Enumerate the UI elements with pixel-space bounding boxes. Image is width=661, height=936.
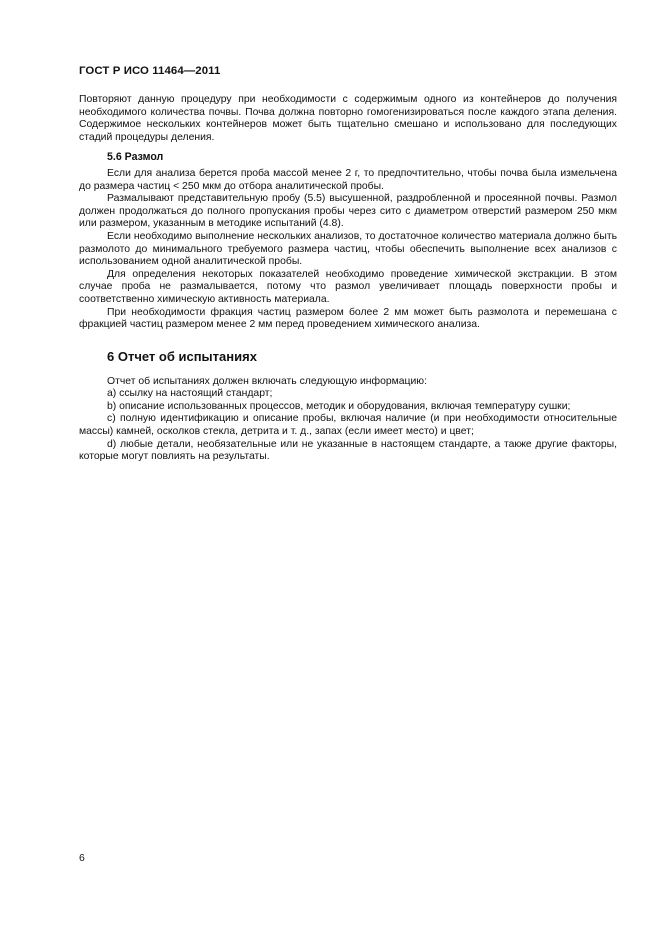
list-item: c) полную идентификацию и описание пробы, включая наличие (и при необходимости относительные массы) камней, осколков стекла, детрита и т. д., запах (если имеет место) и цвет; [79,413,617,438]
document-header: ГОСТ Р ИСО 11464—2011 [79,65,221,77]
list-item: a) ссылку на настоящий стандарт; [107,388,273,400]
intro-paragraph: Повторяют данную процедуру при необходимости с содержимым одного из контейнеров до получения необходимого количества почвы. Почва должна повторно гомогенизироваться после каждого этапа деления. Содержимое нескольких контейнеров может быть тщательно смешано и использовано для последующих стадий процедуры деления. [79,94,617,143]
paragraph: Размалывают представительную пробу (5.5) высушенной, раздробленной и просеянной почвы. Размол должен продолжаться до полного пропускания пробы через сито с диаметром отверстий размером 250 мкм или размером, указанным в методике испытаний (4.8). [79,193,617,230]
list-item: b) описание использованных процессов, методик и оборудования, включая температуру сушки; [107,400,571,412]
paragraph: Если для анализа берется проба массой менее 2 г, то предпочтительно, чтобы почва была измельчена до размера частиц < 250 мкм до отбора аналитической пробы. [79,167,617,192]
page-number: 6 [79,853,85,864]
section-lead: Отчет об испытаниях должен включать следующую информацию: [107,375,427,387]
list-item: d) любые детали, необязательные или не указанные в настоящем стандарте, а также другие факторы, которые могут повлиять на результаты. [79,438,617,463]
section-title-6: 6 Отчет об испытаниях [107,348,257,364]
paragraph: Для определения некоторых показателей необходимо проведение химической экстракции. В этом случае проба не размалывается, потому что размол увеличивает площадь поверхности пробы и соответственно химическую активность материала. [79,268,617,305]
paragraph: Если необходимо выполнение нескольких анализов, то достаточное количество материала должно быть размолото до минимального требуемого размера частиц, чтобы обеспечить выполнение всех анализов с использованием одной аналитической пробы. [79,230,617,268]
page-content [79,94,617,464]
paragraph: При необходимости фракция частиц размером более 2 мм может быть размолота и перемешана с фракцией частиц размером менее 2 мм перед проведением химического анализа. [79,306,617,331]
subsection-title-5-6: 5.6 Размол [107,151,164,164]
